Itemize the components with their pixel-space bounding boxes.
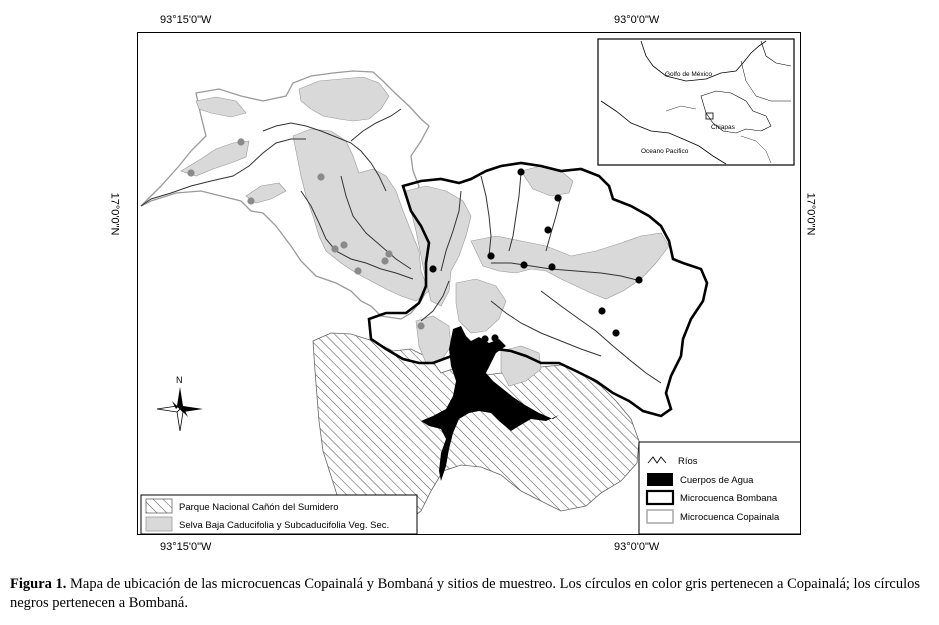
gray-site (247, 197, 254, 204)
legend-right (639, 442, 801, 534)
gray-site (331, 245, 338, 252)
gray-site (317, 173, 324, 180)
legend-bombana: Microcuenca Bombana (680, 493, 778, 504)
gray-site (381, 257, 388, 264)
legend-copainala: Microcuenca Copainala (680, 512, 780, 523)
forest-patch (456, 279, 506, 333)
forest-legend-swatch (146, 517, 172, 531)
black-site (554, 194, 561, 201)
legend-left (141, 495, 417, 534)
legend-rivers: Ríos (678, 456, 698, 467)
black-site (520, 261, 527, 268)
black-site (544, 226, 551, 233)
figure-caption (10, 575, 935, 613)
legend-water: Cuerpos de Agua (680, 475, 754, 486)
map-frame (137, 32, 801, 535)
caption-label: Figura 1. (10, 576, 67, 592)
black-site (598, 307, 605, 314)
river (546, 196, 561, 251)
inset-ocean-label: Oceano Pacifico (641, 148, 689, 155)
forest-patch (299, 77, 389, 121)
coord-bottom-left: 93°15'0"W (160, 541, 212, 553)
park-legend-swatch (146, 499, 172, 513)
black-site (491, 334, 498, 341)
coord-top-left: 93°15'0"W (160, 14, 212, 26)
forest-patch (471, 233, 669, 299)
river (491, 301, 601, 356)
caption-text: Mapa de ubicación de las microcuencas Copainalá y Bombaná y sitios de muestreo. Los círculos en color gris pertenecen a Copainalá; los círculos negros pertenecen a Bombaná. (10, 576, 921, 611)
coord-bottom-right: 93°0'0"W (614, 541, 660, 553)
gray-site (340, 241, 347, 248)
coord-right-lat: 17°0'0"N (804, 192, 817, 236)
black-site (481, 335, 488, 342)
copainala-legend-swatch (647, 510, 673, 523)
gray-site (354, 267, 361, 274)
coord-top-right: 93°0'0"W (614, 14, 660, 26)
bombana-legend-swatch (647, 491, 673, 504)
inset-gulf-label: Golfo de México (665, 71, 712, 78)
legend-park: Parque Nacional Cañón del Sumidero (179, 502, 339, 513)
forest-patch (293, 129, 429, 301)
gray-site (385, 250, 392, 257)
coord-left-lat: 17°0'0"N (108, 192, 121, 236)
gray-site (237, 138, 244, 145)
gray-site (187, 169, 194, 176)
black-site (517, 168, 524, 175)
black-site (635, 276, 642, 283)
gray-site (417, 322, 424, 329)
map-canvas (138, 33, 801, 535)
inset-map (598, 39, 794, 165)
black-site (612, 329, 619, 336)
water-legend-swatch (647, 473, 673, 486)
black-site (429, 265, 436, 272)
black-site (487, 252, 494, 259)
legend-forest: Selva Baja Caducifolia y Subcaducifolia Veg. Sec. (179, 520, 390, 531)
inset-state-label: Chiapas (711, 124, 735, 131)
north-label: N (176, 375, 183, 385)
forest-patch (196, 97, 246, 117)
black-site (548, 263, 555, 270)
north-arrow (157, 387, 203, 431)
